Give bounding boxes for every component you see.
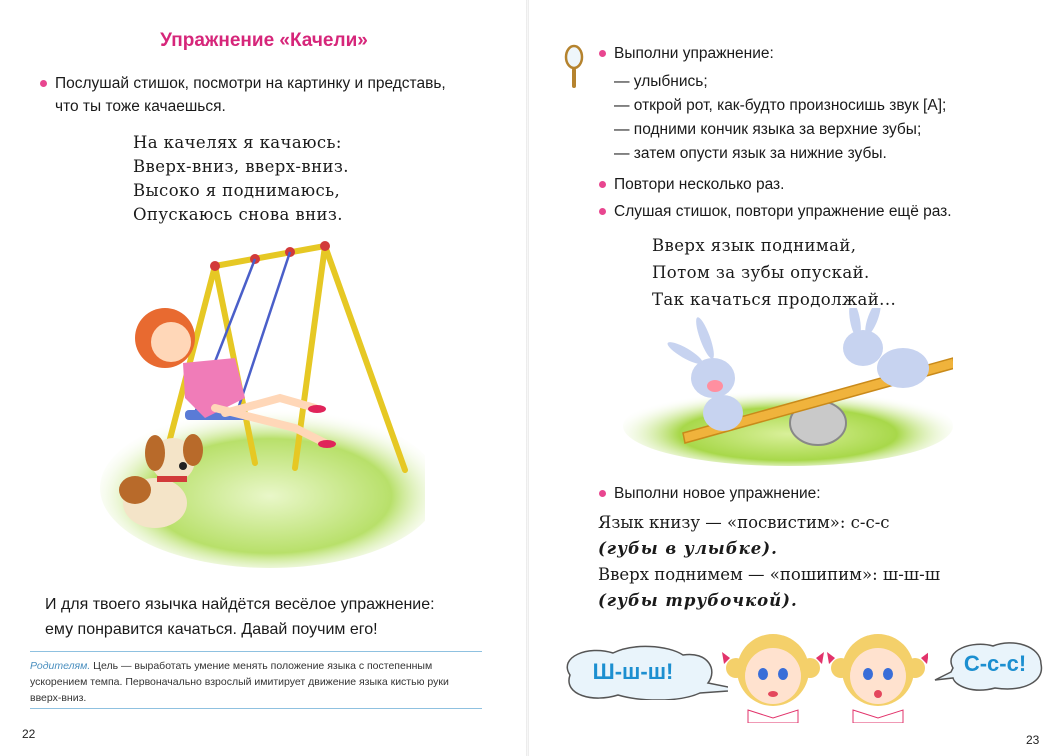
bullet-dot — [599, 208, 606, 215]
intro-line: ему понравится качаться. Давай поучим его! — [45, 621, 378, 638]
divider — [30, 651, 482, 652]
parents-note — [30, 658, 480, 706]
intro-text — [45, 592, 505, 642]
speech-bubble-left — [558, 645, 708, 700]
poem-line: Потом за зубы опускай. — [652, 263, 870, 282]
poem-line: Высоко я поднимаюсь, — [133, 181, 341, 200]
page-title: Упражнение «Качели» — [160, 30, 368, 51]
bubble-text: Ш-ш-ш! — [592, 659, 674, 684]
step-item: — затем опусти язык за нижние зубы. — [614, 145, 887, 162]
exercise-rule-note: (губы в улыбке). — [598, 539, 778, 558]
parents-label: Родителям. — [30, 660, 91, 672]
instruction-line: Послушай стишок, посмотри на картинку и представь, — [55, 75, 446, 92]
bullet-text: Выполни новое упражнение: — [614, 485, 821, 502]
do-exercise — [614, 42, 1034, 65]
divider — [30, 708, 482, 709]
page-number: 23 — [1026, 733, 1040, 747]
step-item: — подними кончик языка за верхние зубы; — [614, 121, 922, 138]
bullet-text: Слушая стишок, повтори упражнение ещё раз. — [614, 203, 952, 220]
exercise-rule-note: (губы трубочкой). — [598, 591, 798, 610]
poem-line: На качелях я качаюсь: — [133, 133, 342, 152]
bullet-text: Повтори несколько раз. — [614, 176, 785, 193]
bullet-dot — [40, 80, 47, 87]
poem-line: Так качаться продолжай... — [652, 290, 897, 309]
swing-illustration — [95, 238, 425, 568]
bullet-dot — [599, 181, 606, 188]
exercise-rule: Язык книзу — «посвистим»: с-с-с — [598, 513, 890, 532]
left-page — [0, 0, 528, 756]
intro-line: И для твоего язычка найдётся весёлое упражнение: — [45, 596, 435, 613]
parents-text: ускорением темпа. Первоначально взрослый имитирует движение языка кистью руки — [30, 676, 449, 688]
listen-instruction — [614, 200, 952, 223]
poem — [133, 131, 349, 227]
poem-line: Опускаюсь снова вниз. — [133, 205, 343, 224]
poem-line: Вверх-вниз, вверх-вниз. — [133, 157, 349, 176]
instruction — [55, 72, 505, 118]
poem — [652, 232, 896, 313]
seesaw-illustration — [623, 308, 953, 468]
exercise-rule: Вверх поднимем — «пошипим»: ш-ш-ш — [598, 565, 941, 584]
right-page — [528, 0, 1057, 756]
speech-bubble-right — [933, 638, 1048, 693]
new-exercise — [614, 482, 821, 505]
instruction-line: что ты тоже качаешься. — [55, 98, 226, 115]
bubble-text: С-с-с! — [963, 651, 1027, 676]
poem-line: Вверх язык поднимай, — [652, 236, 857, 255]
girls-illustration — [718, 618, 928, 723]
step-item: — открой рот, как-будто произносишь звук [А]; — [614, 97, 947, 114]
bullet-text: Выполни упражнение: — [614, 45, 774, 62]
page-number: 22 — [22, 727, 36, 741]
parents-text: вверх-вниз. — [30, 692, 87, 704]
bullet-dot — [599, 490, 606, 497]
step-item: — улыбнись; — [614, 73, 708, 90]
bullet-dot — [599, 50, 606, 57]
repeat-instruction — [614, 173, 784, 196]
parents-text: Цель — выработать умение менять положение языка с постепенным — [90, 660, 433, 672]
mirror-icon — [564, 44, 584, 92]
